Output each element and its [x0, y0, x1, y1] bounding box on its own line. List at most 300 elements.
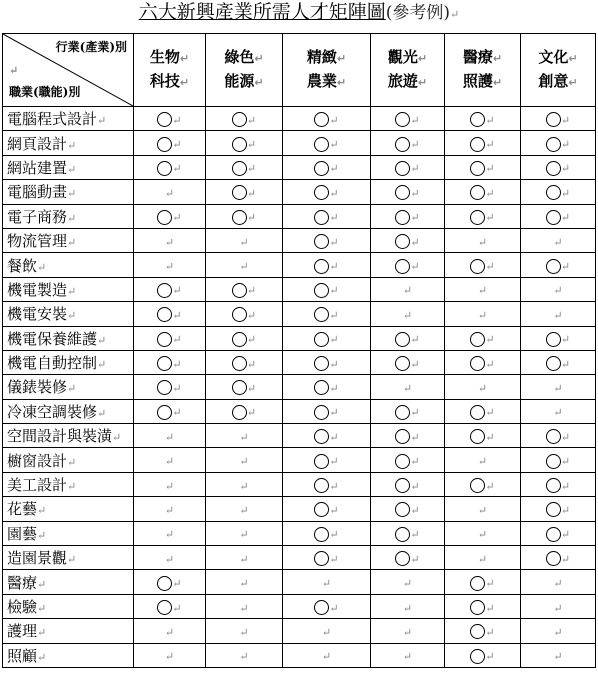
- circle-mark-icon: [470, 185, 485, 200]
- matrix-cell: [134, 131, 206, 155]
- occupation-cell: [3, 107, 134, 131]
- circle-mark-icon: [314, 185, 329, 200]
- paragraph-mark-icon: ↵: [239, 503, 249, 517]
- paragraph-mark-icon: ↵: [164, 552, 175, 566]
- paragraph-mark-icon: ↵: [410, 138, 420, 152]
- paragraph-mark-icon: ↵: [37, 504, 47, 518]
- paragraph-mark-icon: ↵: [37, 650, 47, 664]
- circle-mark-icon: [546, 185, 561, 200]
- matrix-cell: [371, 619, 445, 643]
- paragraph-mark-icon: ↵: [560, 211, 571, 225]
- matrix-cell: [521, 424, 596, 448]
- circle-mark-icon: [395, 429, 410, 444]
- industry-line2: 創意: [538, 72, 569, 90]
- circle-mark-icon: [157, 112, 172, 127]
- matrix-cell: [206, 594, 283, 618]
- table-row: [3, 253, 596, 277]
- paragraph-mark-icon: ↵: [560, 260, 571, 274]
- matrix-cell: [283, 180, 371, 204]
- occupation-label: 電腦程式設計: [7, 110, 98, 129]
- circle-mark-icon: [157, 576, 172, 591]
- industry-line2: 照護: [462, 72, 493, 90]
- circle-mark-icon: [395, 454, 410, 469]
- matrix-cell: [371, 570, 445, 594]
- circle-mark-icon: [157, 307, 172, 322]
- industry-line1: 生物: [149, 48, 180, 66]
- industry-header: [134, 34, 206, 107]
- circle-mark-icon: [470, 112, 485, 127]
- matrix-cell: [206, 107, 283, 131]
- matrix-cell: [445, 326, 521, 350]
- paragraph-mark-icon: ↵: [172, 113, 182, 127]
- matrix-cell: [521, 350, 596, 374]
- paragraph-mark-icon: ↵: [67, 236, 77, 250]
- paragraph-mark-icon: ↵: [239, 260, 249, 274]
- matrix-cell: [371, 399, 445, 423]
- paragraph-mark-icon: ↵: [172, 381, 182, 395]
- paragraph-mark-icon: ↵: [67, 284, 77, 298]
- occupation-label: 機電製造: [7, 280, 68, 299]
- table-row: [3, 521, 596, 545]
- paragraph-mark-icon: ↵: [254, 76, 264, 89]
- paragraph-mark-icon: ↵: [553, 308, 563, 322]
- paragraph-mark-icon: ↵: [164, 528, 175, 542]
- paragraph-mark-icon: ↵: [246, 406, 257, 420]
- paragraph-mark-icon: ↵: [329, 430, 339, 444]
- circle-mark-icon: [546, 259, 561, 274]
- occupation-label: 機電自動控制: [7, 354, 98, 373]
- table-row: [3, 375, 596, 399]
- matrix-cell: [371, 277, 445, 301]
- matrix-cell: [445, 277, 521, 301]
- matrix-cell: [521, 228, 596, 252]
- matrix-cell: [445, 570, 521, 594]
- circle-mark-icon: [157, 600, 172, 615]
- matrix-cell: [521, 326, 596, 350]
- paragraph-mark-icon: ↵: [560, 186, 571, 200]
- matrix-cell: [283, 375, 371, 399]
- circle-mark-icon: [232, 405, 247, 420]
- paragraph-mark-icon: ↵: [477, 503, 488, 517]
- matrix-cell: [283, 643, 371, 667]
- paragraph-mark-icon: ↵: [553, 235, 563, 249]
- paragraph-mark-icon: ↵: [172, 333, 182, 347]
- matrix-cell: [134, 253, 206, 277]
- paragraph-mark-icon: ↵: [329, 479, 339, 493]
- table-row: [3, 107, 596, 131]
- paragraph-mark-icon: ↵: [172, 308, 182, 322]
- occupation-cell: [3, 619, 134, 643]
- paragraph-mark-icon: ↵: [37, 260, 47, 274]
- paragraph-mark-icon: ↵: [112, 431, 122, 445]
- matrix-cell: [206, 350, 283, 374]
- paragraph-mark-icon: ↵: [477, 235, 488, 249]
- matrix-cell: [206, 472, 283, 496]
- matrix-cell: [134, 643, 206, 667]
- circle-mark-icon: [157, 380, 172, 395]
- matrix-cell: [206, 497, 283, 521]
- paragraph-mark-icon: ↵: [164, 260, 175, 274]
- industry-header: [445, 34, 521, 107]
- paragraph-mark-icon: ↵: [560, 162, 571, 176]
- matrix-cell: [206, 253, 283, 277]
- circle-mark-icon: [546, 502, 561, 517]
- table-row: [3, 448, 596, 472]
- paragraph-mark-icon: ↵: [329, 601, 339, 615]
- table-row: [3, 399, 596, 423]
- matrix-cell: [134, 594, 206, 618]
- paragraph-mark-icon: ↵: [329, 235, 339, 249]
- matrix-cell: [134, 107, 206, 131]
- table-row: [3, 546, 596, 570]
- matrix-cell: [371, 546, 445, 570]
- matrix-cell: [134, 570, 206, 594]
- circle-mark-icon: [314, 112, 329, 127]
- circle-mark-icon: [546, 332, 561, 347]
- paragraph-mark-icon: ↵: [477, 455, 488, 469]
- paragraph-mark-icon: ↵: [485, 430, 495, 444]
- paragraph-mark-icon: ↵: [410, 211, 420, 225]
- occupation-cell: [3, 497, 134, 521]
- paragraph-mark-icon: ↵: [485, 138, 495, 152]
- matrix-cell: [445, 107, 521, 131]
- circle-mark-icon: [314, 527, 329, 542]
- matrix-cell: [283, 131, 371, 155]
- paragraph-mark-icon: ↵: [410, 528, 420, 542]
- paragraph-mark-icon: ↵: [321, 625, 332, 639]
- paragraph-mark-icon: ↵: [485, 211, 495, 225]
- industry-line2: 農業: [306, 72, 337, 90]
- industry-line2: 能源: [224, 72, 255, 90]
- paragraph-mark-icon: ↵: [67, 162, 77, 176]
- occupation-cell: [3, 228, 134, 252]
- paragraph-mark-icon: ↵: [172, 357, 182, 371]
- occupation-label: 檢驗: [7, 598, 38, 616]
- paragraph-mark-icon: ↵: [97, 358, 107, 372]
- paragraph-mark-icon: ↵: [246, 284, 257, 298]
- paragraph-mark-icon: ↵: [485, 406, 495, 420]
- paragraph-mark-icon: ↵: [246, 186, 257, 200]
- occupation-cell: [3, 253, 134, 277]
- circle-mark-icon: [232, 210, 247, 225]
- matrix-cell: [134, 277, 206, 301]
- paragraph-mark-icon: ↵: [560, 138, 571, 152]
- table-row: [3, 497, 596, 521]
- table-row: [3, 619, 596, 643]
- circle-mark-icon: [395, 478, 410, 493]
- table-row: [3, 155, 596, 179]
- occupation-label: 花藝: [7, 500, 38, 519]
- matrix-cell: [134, 619, 206, 643]
- matrix-cell: [371, 131, 445, 155]
- paragraph-mark-icon: ↵: [410, 357, 420, 371]
- circle-mark-icon: [470, 259, 485, 274]
- paragraph-mark-icon: ↵: [239, 235, 249, 249]
- paragraph-mark-icon: ↵: [477, 308, 488, 322]
- paragraph-mark-icon: ↵: [37, 528, 47, 542]
- talent-matrix-table: [2, 33, 596, 668]
- circle-mark-icon: [314, 380, 329, 395]
- table-row: [3, 472, 596, 496]
- circle-mark-icon: [314, 478, 329, 493]
- paragraph-mark-icon: ↵: [164, 235, 175, 249]
- table-row: [3, 350, 596, 374]
- paragraph-mark-icon: ↵: [67, 480, 77, 494]
- circle-mark-icon: [157, 356, 172, 371]
- circle-mark-icon: [314, 161, 329, 176]
- paragraph-mark-icon: ↵: [239, 625, 249, 639]
- industry-line1: 精緻: [306, 48, 337, 66]
- corner-occupation-label: 職業(職能)別: [9, 85, 81, 99]
- circle-mark-icon: [232, 161, 247, 176]
- paragraph-mark-icon: ↵: [485, 601, 495, 615]
- circle-mark-icon: [546, 137, 561, 152]
- matrix-cell: [521, 570, 596, 594]
- matrix-cell: [445, 594, 521, 618]
- circle-mark-icon: [395, 185, 410, 200]
- matrix-cell: [283, 253, 371, 277]
- circle-mark-icon: [314, 137, 329, 152]
- occupation-cell: [3, 546, 134, 570]
- circle-mark-icon: [232, 332, 247, 347]
- matrix-cell: [521, 155, 596, 179]
- matrix-cell: [206, 326, 283, 350]
- matrix-cell: [521, 302, 596, 326]
- matrix-cell: [134, 375, 206, 399]
- matrix-cell: [371, 204, 445, 228]
- paragraph-mark-icon: ↵: [410, 162, 420, 176]
- paragraph-mark-icon: ↵: [485, 186, 495, 200]
- paragraph-mark-icon: ↵: [172, 577, 182, 591]
- paragraph-mark-icon: ↵: [410, 552, 420, 566]
- paragraph-mark-icon: ↵: [477, 552, 488, 566]
- paragraph-mark-icon: ↵: [164, 625, 175, 639]
- paragraph-mark-icon: ↵: [553, 601, 563, 615]
- matrix-cell: [445, 302, 521, 326]
- circle-mark-icon: [546, 454, 561, 469]
- paragraph-mark-icon: ↵: [239, 455, 249, 469]
- paragraph-mark-icon: ↵: [485, 577, 495, 591]
- paragraph-mark-icon: ↵: [246, 333, 257, 347]
- occupation-label: 照顧: [7, 646, 38, 665]
- paragraph-mark-icon: ↵: [410, 455, 420, 469]
- paragraph-mark-icon: ↵: [164, 479, 175, 493]
- paragraph-mark-icon: ↵: [485, 357, 495, 371]
- circle-mark-icon: [314, 600, 329, 615]
- circle-mark-icon: [232, 112, 247, 127]
- matrix-cell: [206, 448, 283, 472]
- matrix-cell: [206, 228, 283, 252]
- matrix-cell: [206, 424, 283, 448]
- paragraph-mark-icon: ↵: [450, 8, 460, 21]
- circle-mark-icon: [470, 137, 485, 152]
- matrix-cell: [445, 619, 521, 643]
- table-row: [3, 204, 596, 228]
- paragraph-mark-icon: ↵: [560, 528, 571, 542]
- paragraph-mark-icon: ↵: [568, 52, 578, 65]
- matrix-cell: [134, 472, 206, 496]
- occupation-cell: [3, 350, 134, 374]
- circle-mark-icon: [314, 283, 329, 298]
- matrix-cell: [445, 180, 521, 204]
- circle-mark-icon: [470, 356, 485, 371]
- circle-mark-icon: [546, 527, 561, 542]
- occupation-label: 護理: [7, 622, 38, 641]
- matrix-cell: [445, 399, 521, 423]
- occupation-cell: [3, 302, 134, 326]
- matrix-cell: [445, 375, 521, 399]
- paragraph-mark-icon: ↵: [246, 381, 257, 395]
- matrix-cell: [371, 594, 445, 618]
- circle-mark-icon: [157, 161, 172, 176]
- paragraph-mark-icon: ↵: [329, 357, 339, 371]
- matrix-cell: [283, 155, 371, 179]
- matrix-cell: [371, 643, 445, 667]
- table-row: [3, 302, 596, 326]
- paragraph-mark-icon: ↵: [97, 333, 107, 347]
- paragraph-mark-icon: ↵: [172, 211, 182, 225]
- paragraph-mark-icon: ↵: [553, 650, 563, 664]
- occupation-cell: [3, 204, 134, 228]
- matrix-cell: [134, 228, 206, 252]
- paragraph-mark-icon: ↵: [410, 503, 420, 517]
- paragraph-mark-icon: ↵: [254, 52, 264, 65]
- circle-mark-icon: [314, 405, 329, 420]
- occupation-cell: [3, 472, 134, 496]
- circle-mark-icon: [157, 137, 172, 152]
- matrix-cell: [445, 472, 521, 496]
- circle-mark-icon: [157, 283, 172, 298]
- industry-header: [283, 34, 371, 107]
- circle-mark-icon: [395, 502, 410, 517]
- occupation-label: 網頁設計: [7, 134, 68, 153]
- occupation-label: 園藝: [7, 524, 38, 543]
- paragraph-mark-icon: ↵: [164, 503, 175, 517]
- matrix-cell: [371, 521, 445, 545]
- circle-mark-icon: [232, 283, 247, 298]
- matrix-cell: [206, 375, 283, 399]
- paragraph-mark-icon: ↵: [402, 650, 413, 664]
- matrix-cell: [134, 180, 206, 204]
- table-row: [3, 228, 596, 252]
- paragraph-mark-icon: ↵: [329, 406, 339, 420]
- matrix-cell: [283, 277, 371, 301]
- paragraph-mark-icon: ↵: [485, 650, 495, 664]
- matrix-cell: [521, 497, 596, 521]
- matrix-cell: [521, 107, 596, 131]
- paragraph-mark-icon: ↵: [553, 406, 563, 420]
- industry-line1: 觀光: [387, 48, 418, 66]
- paragraph-mark-icon: ↵: [329, 284, 339, 298]
- paragraph-mark-icon: ↵: [329, 308, 339, 322]
- circle-mark-icon: [232, 185, 247, 200]
- occupation-label: 醫療: [7, 573, 38, 592]
- paragraph-mark-icon: ↵: [37, 602, 47, 615]
- matrix-cell: [206, 521, 283, 545]
- paragraph-mark-icon: ↵: [417, 52, 428, 65]
- occupation-label: 冷凍空調裝修: [7, 402, 98, 421]
- matrix-cell: [371, 180, 445, 204]
- paragraph-mark-icon: ↵: [172, 406, 182, 420]
- matrix-cell: [521, 204, 596, 228]
- circle-mark-icon: [470, 600, 485, 615]
- matrix-cell: [521, 448, 596, 472]
- paragraph-mark-icon: ↵: [172, 284, 182, 298]
- occupation-cell: [3, 375, 134, 399]
- paragraph-mark-icon: ↵: [67, 309, 77, 323]
- occupation-label: 美工設計: [7, 476, 68, 495]
- matrix-cell: [283, 424, 371, 448]
- matrix-cell: [206, 570, 283, 594]
- matrix-cell: [134, 424, 206, 448]
- circle-mark-icon: [470, 649, 485, 664]
- paragraph-mark-icon: ↵: [560, 430, 571, 444]
- matrix-cell: [445, 155, 521, 179]
- paragraph-mark-icon: ↵: [485, 113, 495, 127]
- matrix-cell: [283, 448, 371, 472]
- paragraph-mark-icon: ↵: [402, 308, 413, 322]
- paragraph-mark-icon: ↵: [246, 162, 257, 176]
- circle-mark-icon: [314, 356, 329, 371]
- occupation-cell: [3, 155, 134, 179]
- paragraph-mark-icon: ↵: [329, 113, 339, 127]
- paragraph-mark-icon: ↵: [9, 64, 19, 77]
- matrix-cell: [206, 180, 283, 204]
- paragraph-mark-icon: ↵: [164, 430, 175, 444]
- paragraph-mark-icon: ↵: [329, 528, 339, 542]
- circle-mark-icon: [157, 210, 172, 225]
- matrix-cell: [445, 546, 521, 570]
- paragraph-mark-icon: ↵: [179, 52, 190, 65]
- paragraph-mark-icon: ↵: [410, 186, 420, 200]
- paragraph-mark-icon: ↵: [164, 455, 175, 469]
- matrix-cell: [371, 375, 445, 399]
- matrix-cell: [445, 204, 521, 228]
- circle-mark-icon: [314, 259, 329, 274]
- occupation-label: 網站建置: [7, 158, 68, 177]
- paragraph-mark-icon: ↵: [246, 308, 257, 322]
- matrix-cell: [521, 594, 596, 618]
- occupation-label: 機電安裝: [7, 305, 68, 324]
- matrix-cell: [206, 131, 283, 155]
- paragraph-mark-icon: ↵: [417, 76, 428, 89]
- circle-mark-icon: [470, 429, 485, 444]
- matrix-cell: [371, 107, 445, 131]
- paragraph-mark-icon: ↵: [553, 577, 563, 591]
- occupation-label: 餐飲: [7, 256, 38, 275]
- circle-mark-icon: [470, 210, 485, 225]
- paragraph-mark-icon: ↵: [485, 162, 495, 176]
- circle-mark-icon: [395, 551, 410, 566]
- paragraph-mark-icon: ↵: [492, 76, 503, 89]
- occupation-cell: [3, 521, 134, 545]
- circle-mark-icon: [157, 332, 172, 347]
- occupation-cell: [3, 399, 134, 423]
- circle-mark-icon: [470, 332, 485, 347]
- circle-mark-icon: [314, 234, 329, 249]
- paragraph-mark-icon: ↵: [239, 552, 249, 566]
- circle-mark-icon: [546, 551, 561, 566]
- paragraph-mark-icon: ↵: [246, 113, 257, 127]
- circle-mark-icon: [232, 356, 247, 371]
- paragraph-mark-icon: ↵: [560, 113, 571, 127]
- matrix-cell: [445, 424, 521, 448]
- matrix-cell: [371, 448, 445, 472]
- paragraph-mark-icon: ↵: [246, 138, 257, 152]
- occupation-cell: [3, 277, 134, 301]
- matrix-cell: [521, 521, 596, 545]
- circle-mark-icon: [314, 454, 329, 469]
